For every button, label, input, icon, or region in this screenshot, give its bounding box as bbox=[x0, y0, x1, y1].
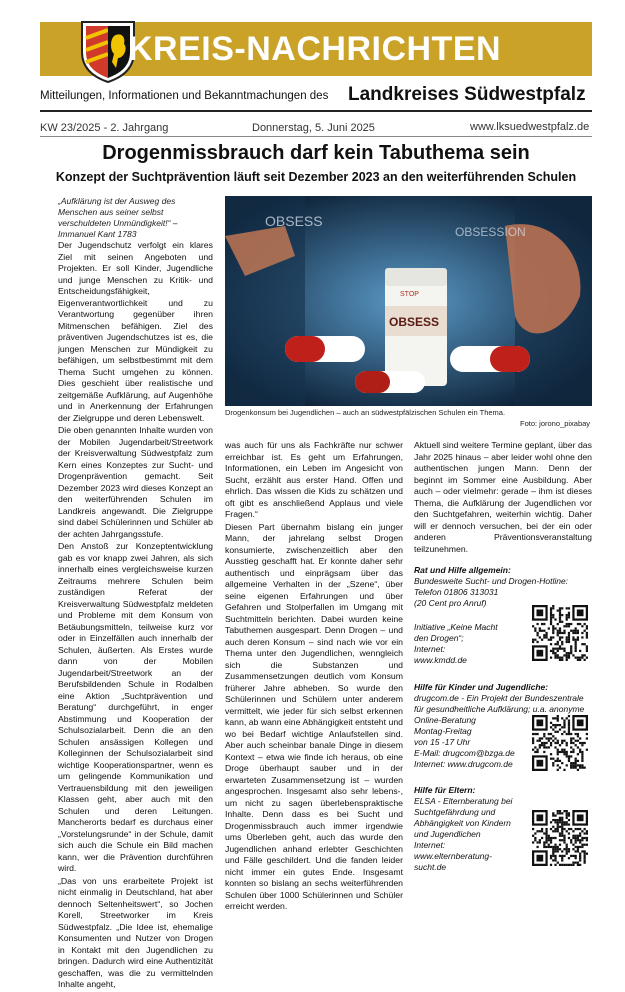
help-kmdd bbox=[414, 622, 524, 666]
help-youth-detail: Montag-Freitag bbox=[414, 726, 472, 736]
masthead-title: KREIS-NACHRICHTEN bbox=[128, 30, 502, 68]
article-column-2 bbox=[225, 440, 403, 914]
photo-text-obsession: OBSESSION bbox=[455, 225, 526, 239]
qr-code-elternberatung[interactable] bbox=[532, 810, 588, 866]
help-general-line: Bundesweite Sucht- und Drogen-Hotline: bbox=[414, 576, 569, 586]
help-youth-link[interactable]: Internet: www.drugcom.de bbox=[414, 759, 513, 769]
masthead-district: Landkreises Südwestpfalz bbox=[348, 84, 586, 105]
paragraph: Die oben genannten Inhalte wurden von der Mobilen Jugendarbeit/Streetwork der Kreisverwaltung Südwestpfalz zum Kern eines Konzeptes zur Sucht- und Drogenprävention gemacht. Seit Dezember 2023 wird dieses Konzept an den weiterführenden Schulen im Landkreis angewandt. Die Zielgruppe sind dabei Schülerinnen und Schüler ab der achten Jahrgangsstufe. bbox=[58, 425, 213, 539]
help-parents-line: ELSA - Elternberatung bei bbox=[414, 796, 513, 806]
help-parents-link[interactable]: www.elternberatung- bbox=[414, 851, 492, 861]
help-youth-title: Hilfe für Kinder und Jugendliche: bbox=[414, 682, 549, 692]
help-parents-title: Hilfe für Eltern: bbox=[414, 785, 476, 795]
help-general-title: Rat und Hilfe allgemein: bbox=[414, 565, 511, 575]
help-general bbox=[414, 565, 592, 609]
masthead-divider bbox=[40, 110, 592, 112]
qr-code-drugcom[interactable] bbox=[532, 715, 588, 771]
help-youth-line: drugcom.de - Ein Projekt der Bundeszentrale bbox=[414, 693, 584, 703]
issue-number: KW 23/2025 - 2. Jahrgang bbox=[40, 122, 169, 134]
issue-date: Donnerstag, 5. Juni 2025 bbox=[252, 122, 375, 134]
help-general-line: Telefon 01806 313031 bbox=[414, 587, 499, 597]
help-general-line: (20 Cent pro Anruf) bbox=[414, 598, 487, 608]
paragraph: Aktuell sind weitere Termine geplant, über das Jahr 2025 hinaus – aber leider wohl ohne den authentischen jungen Mann. Denn der beginnt im Sommer eine Ausbildung. Aber auch – oder vielmehr: gerade – ihm ist dieses Thema, die Aufklärung der Jugendlichen vor den Suchtgefahren, weiterhin wichtig. Daher will er dennoch versuchen, bei der ein oder anderen Präventionsveranstaltung teilzunehmen. bbox=[414, 440, 592, 554]
help-kmdd-line: den Drogen“; bbox=[414, 633, 464, 643]
paragraph: „Das von uns erarbeitete Projekt ist nicht einmalig in Deutschland, hat aber dennoch Seltenheitswert“, so Jochen Korell, Streetworker im Kreis Südwestpfalz. „Die Idee ist, ehemalige Konsumenten und Nutzer von Drogen in Kontakt mit den Jugendlichen zu bringen. Dadurch wird eine Authentizität geschaffen, was die zu vermittelnden Inhalte angeht, bbox=[58, 875, 213, 989]
article-column-1 bbox=[58, 240, 213, 992]
paragraph: Den Anstoß zur Konzeptentwicklung gab es vor knapp zwei Jahren, als sich innerhalb eines vergleichsweise kurzen Zeitraums mehrere Schulen beim zuständigen Referat der Kreisverwaltung Südwestpfalz meldeten und Probleme mit dem Konsum von Betäubungsmitteln, teilweise kurz vor oder in Einzelfällen auch innerhalb der Schulen, äußerten. Als Erstes wurde dann von der Mobilen Jugendarbeit/Streetwork an der Berufsbildenden Schule in Rodalben eine Aktion „Suchtprävention und Beratung“ durchgeführt, in enger Abstimmung und Kooperation der Schulsozialarbeit. Denn die an den Schulen ansässigen Kollegen und Kolleginnen der Schulsozialarbeit sind wichtige Kooperationspartner, wenn es um gelingende Kommunikation und Vertrauensbildung mit den jeweiligen Klassen geht, aber auch mit den Schulen und deren Leitungen. Mancherorts bedarf es durchaus einer „Vorstelungsrunde“ in der Schule, damit sich auch die Schule ein Bild machen kann, wer die Prävention durchführen wird. bbox=[58, 541, 213, 873]
meta-divider bbox=[40, 136, 592, 137]
masthead-subtitle: Mitteilungen, Informationen und Bekanntmachungen des bbox=[40, 90, 329, 102]
help-parents-line: Abhängigkeit von Kindern bbox=[414, 818, 511, 828]
help-parents-link[interactable]: sucht.de bbox=[414, 862, 447, 872]
kant-quote: „Aufklärung ist der Ausweg des Menschen aus seiner selbst verschuldeten Unmündigkeit!“ – Immanuel Kant 1783 bbox=[58, 196, 178, 239]
help-kmdd-line: Internet: bbox=[414, 644, 446, 654]
help-youth-detail: von 15 -17 Uhr bbox=[414, 737, 471, 747]
help-kmdd-line: Initiative „Keine Macht bbox=[414, 622, 498, 632]
bottle-label-text: OBSESS bbox=[389, 315, 440, 329]
article-column-3 bbox=[414, 440, 592, 556]
article-headline: Drogenmissbrauch darf kein Tabuthema sein bbox=[102, 142, 530, 164]
photo-text-obsess: OBSESS bbox=[265, 213, 323, 229]
article-subheadline: Konzept der Suchtprävention läuft seit Dezember 2023 an den weiterführenden Schulen bbox=[55, 170, 577, 184]
qr-code-kmdd[interactable] bbox=[532, 605, 588, 661]
paragraph: Diesen Part übernahm bislang ein junger Mann, der jahrelang selbst Drogen konsumierte, zwischenzeitlich aber den Ausstieg geschafft hat. Er konnte daher sehr authentisch und einprägsam über das allgemeine Verhalten in der „Szene“, über seine eigenen Erfahrungen und über Gefahren und Stolperfallen im Umgang mit Suchtmitteln berichten. Dabei wurden keine Tabuthemen ausgespart. Denn Drogen – und auch deren Konsum – sind nach wie vor ein Thema unter den Jugendlichen, wenngleich sich die Substanzen und Zusammensetzungen deutlich vom Konsum früherer Jahre abheben. So wurde den Schülerinnen und Schülern unter anderem vermittelt, wie jeder für sich selbst erkennen kann, ab wann eine Abhängigkeit entsteht und wo bei Bedarf wichtige Anlaufstellen sind. Aber auch scheinbar banale Dinge in diesem Kontext – etwa wie finde ich heraus, ob eine Droge überhaupt sauber und in der erwarteten Zusammensetzung ist – wurden angesprochen. Insgesamt also sehr lebens-, um nicht zu sagen überlebenspraktische Inhalte. Denn dass es bei Sucht und Drogenmissbrauch auch immer irgendwie ums Überleben geht, auch das wurde den Jugendlichen anhand erlebter Geschichten und Fälle geschildert. Und die fanden leider nicht immer ein gutes Ende. Insgesamt konnten so bislang an sechs weiterführenden Schulen über 1000 Schülerinnen und Schüler erreicht werden. bbox=[225, 521, 403, 911]
help-youth-details bbox=[414, 715, 529, 770]
help-youth bbox=[414, 682, 592, 715]
website-link[interactable]: www.lksuedwestpfalz.de bbox=[470, 121, 590, 133]
help-parents-line: Suchtgefährdung und bbox=[414, 807, 496, 817]
paragraph: was auch für uns als Fachkräfte nur schwer erreichbar ist. Es geht um Erfahrungen, Informationen, ein Leben im Angesicht von Sucht, erzählt aus erster Hand. Offen und ehrlich. Das wissen die Kids zu schätzen und oft gibt es anschließend Applaus und viele Fragen.“ bbox=[225, 440, 403, 519]
bottle-stop-text: STOP bbox=[400, 291, 419, 298]
help-youth-line: für gesundheitliche Aufklärung; u.a. anonyme bbox=[414, 704, 585, 714]
article-photo bbox=[225, 196, 592, 406]
photo-caption: Drogenkonsum bei Jugendlichen – auch an südwestpfälzischen Schulen ein Thema. bbox=[225, 408, 506, 417]
paragraph: Der Jugendschutz verfolgt ein klares Ziel mit seinen Angeboten und Projekten. Er soll Kinder, Jugendliche und junge Menschen zu Kritik- und Entscheidungsfähigkeit, Eigenverantwortlichkeit und zu Verantwortung gegenüber ihren Mitmenschen befähigen. Ziel des präventiven Jugendschutzes ist es, die jungen Menschen zur Mündigkeit zu befähigen, um selbstbestimmt mit dem Thema Sucht umgehen zu können. Dies geschieht über realistische und zeitgemäße Aufklärung, auf Augenhöhe und in Anerkennung der Erfahrungen der Zielgruppe und deren Lebenswelt. bbox=[58, 240, 213, 423]
help-youth-detail: Online-Beratung bbox=[414, 715, 476, 725]
help-kmdd-link[interactable]: www.kmdd.de bbox=[414, 655, 467, 665]
help-parents-line: und Jugendlichen bbox=[414, 829, 481, 839]
photo-credit: Foto: jorono_pixabay bbox=[520, 419, 591, 428]
help-parents bbox=[414, 785, 534, 873]
help-youth-email[interactable]: E-Mail: drugcom@bzga.de bbox=[414, 748, 515, 758]
help-parents-line: Internet: bbox=[414, 840, 446, 850]
